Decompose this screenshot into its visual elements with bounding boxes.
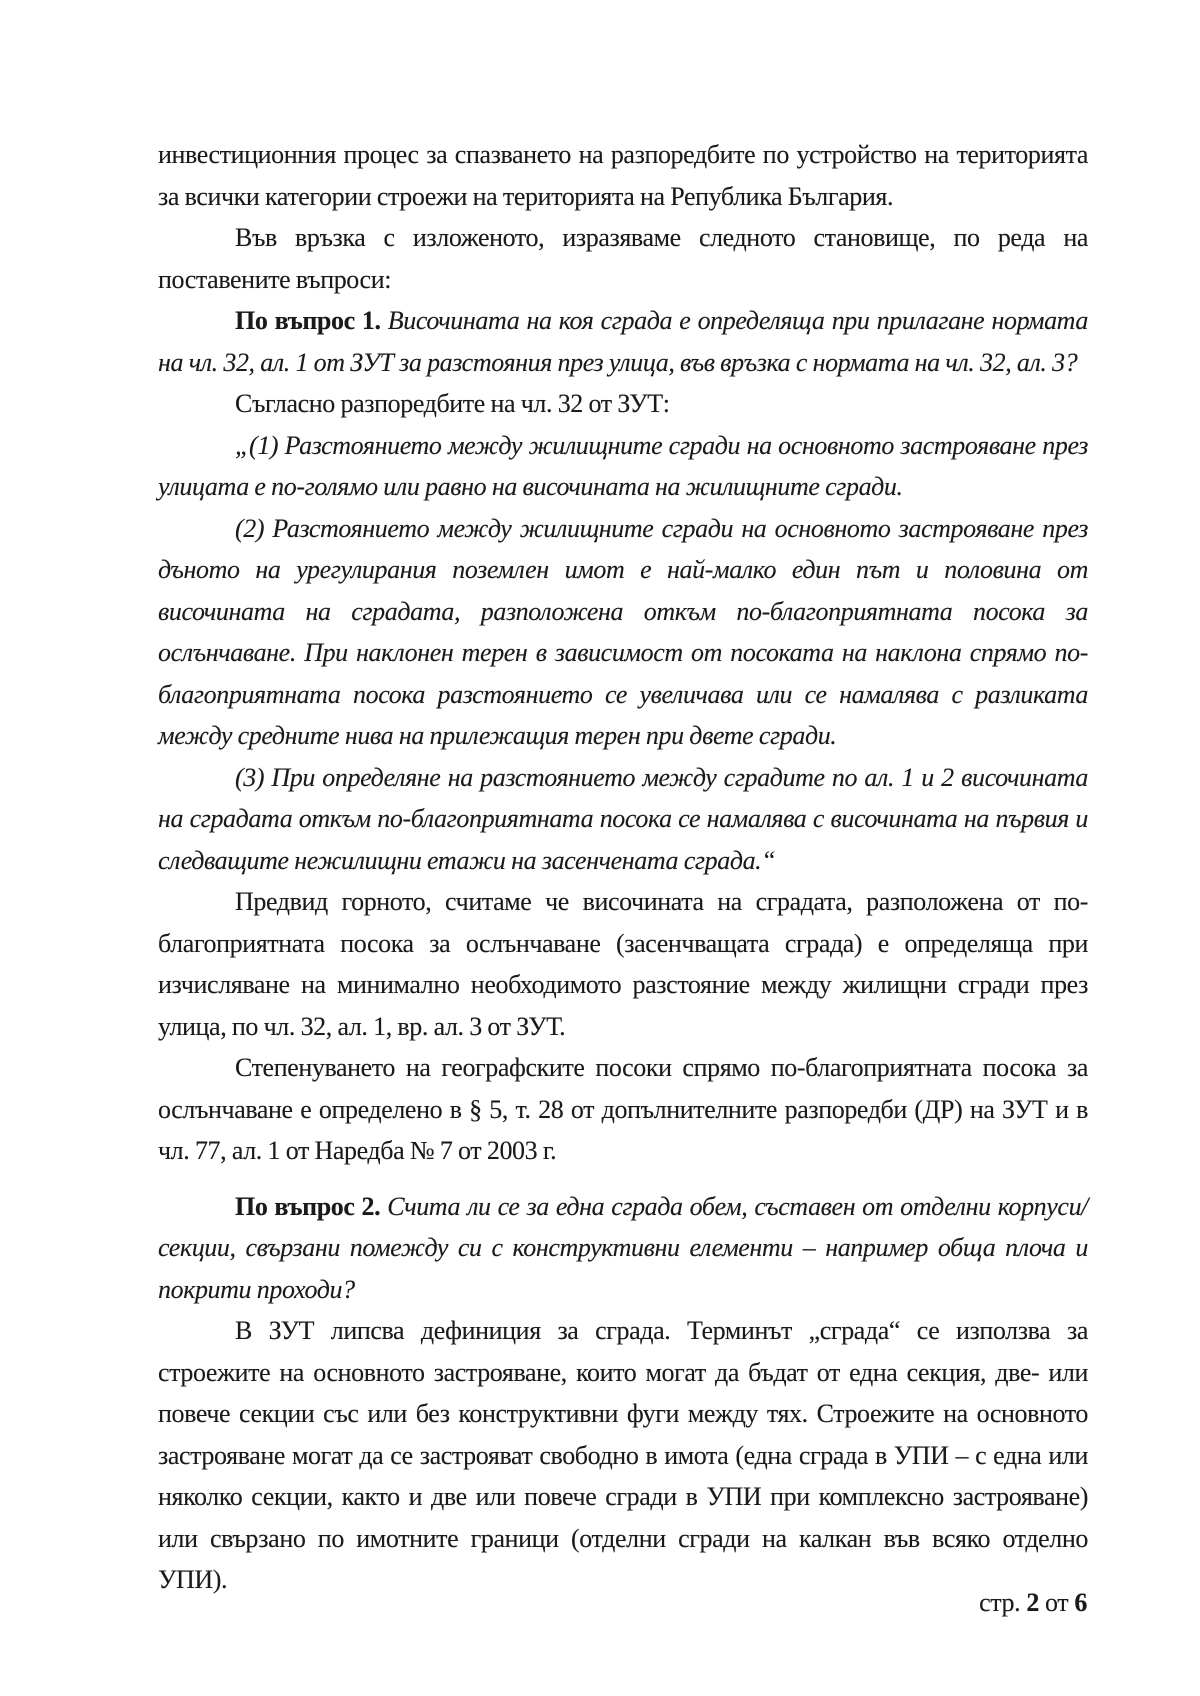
paragraph-intro-text: Във връзка с изложеното, изразяваме следното становище, по реда на поставените въпроси: <box>158 223 1088 294</box>
page-footer <box>979 1582 1087 1624</box>
paragraph-continuation <box>158 134 1088 217</box>
quote-al3-text: (3) При определяне на разстоянието между сградите по ал. 1 и 2 височината на сградата откъм по-благоприятната посока се намалява с височината на първия и следващите нежилищни етажи на засенчената сграда.“ <box>158 762 1088 875</box>
page-footer-label: стр. <box>979 1588 1021 1617</box>
quote-al2-text: (2) Разстоянието между жилищните сгради на основното застрояване през дъното на урегулирания поземлен имот е най-малко един път и половина от височината на сградата, разположена откъм по-благоприятната посока за ослънчаване. При наклонен терен в зависимост от посоката на наклона спрямо по-благоприятната посока разстоянието се увеличава или се намалява с разликата между средните нива на прилежащия терен при двете сгради. <box>158 513 1088 750</box>
paragraph-building-definition <box>158 1310 1088 1601</box>
paragraph-quote-al3 <box>158 757 1088 882</box>
building-definition-text: В ЗУТ липсва дефиниция за сграда. Терминът „сграда“ се използва за строежите на основното застрояване, които могат да бъдат от една секция, две- или повече секции със или без конструктивни фуги между тях. Строежите на основното застрояване могат да се застрояват свободно в имота (една сграда в УПИ – с една или няколко секции, както и две или повече сгради в УПИ при комплексно застрояване) или свързано по имотните граници (отделни сгради на калкан във всяко отделно УПИ). <box>158 1316 1088 1594</box>
paragraph-opinion <box>158 881 1088 1047</box>
paragraph-quote-al2 <box>158 508 1088 757</box>
paragraph-continuation-text: инвестиционния процес за спазването на разпоредбите по устройство на територията за всички категории строежи на територията на Република България. <box>158 140 1088 211</box>
paragraph-article-32-intro <box>158 383 1088 425</box>
page-footer-separator: от <box>1045 1588 1069 1617</box>
paragraph-question-2 <box>158 1186 1088 1311</box>
question-2-label: По въпрос 2. <box>235 1191 381 1221</box>
quote-al1-text: „(1) Разстоянието между жилищните сгради на основното застрояване през улицата е по-голямо или равно на височината на жилищните сгради. <box>158 430 1088 501</box>
opinion-text: Предвид горното, считаме че височината на сградата, разположена от по-благоприятната посока за ослънчаване (засенчващата сграда) е определяща при изчисляване на минимално необходимото разстояние между жилищни сгради през улица, по чл. 32, ал. 1, вр. ал. 3 от ЗУТ. <box>158 887 1088 1041</box>
paragraph-question-1 <box>158 300 1088 383</box>
page-footer-total: 6 <box>1074 1588 1087 1617</box>
directions-reference-text: Степенуването на географските посоки спрямо по-благоприятната посока за ослънчаване е определено в § 5, т. 28 от допълнителните разпоредби (ДР) на ЗУТ и в чл. 77, ал. 1 от Наредба № 7 от 2003 г. <box>158 1053 1088 1165</box>
document-body <box>158 134 1088 1601</box>
paragraph-directions-reference <box>158 1047 1088 1172</box>
question-2-text: Счита ли се за една сграда обем, съставен от отделни корпуси/секции, свързани помежду си с конструктивни елементи – например обща плоча и покрити проходи? <box>158 1191 1088 1304</box>
question-1-label: По въпрос 1. <box>235 306 381 335</box>
paragraph-intro <box>158 217 1088 300</box>
article-32-intro-text: Съгласно разпоредбите на чл. 32 от ЗУТ: <box>235 389 670 418</box>
paragraph-quote-al1 <box>158 425 1088 508</box>
question-1-text: Височината на коя сграда е определяща при прилагане нормата на чл. 32, ал. 1 от ЗУТ за разстояния през улица, във връзка с нормата на чл. 32, ал. 3? <box>158 306 1088 377</box>
page-footer-current: 2 <box>1026 1588 1039 1617</box>
